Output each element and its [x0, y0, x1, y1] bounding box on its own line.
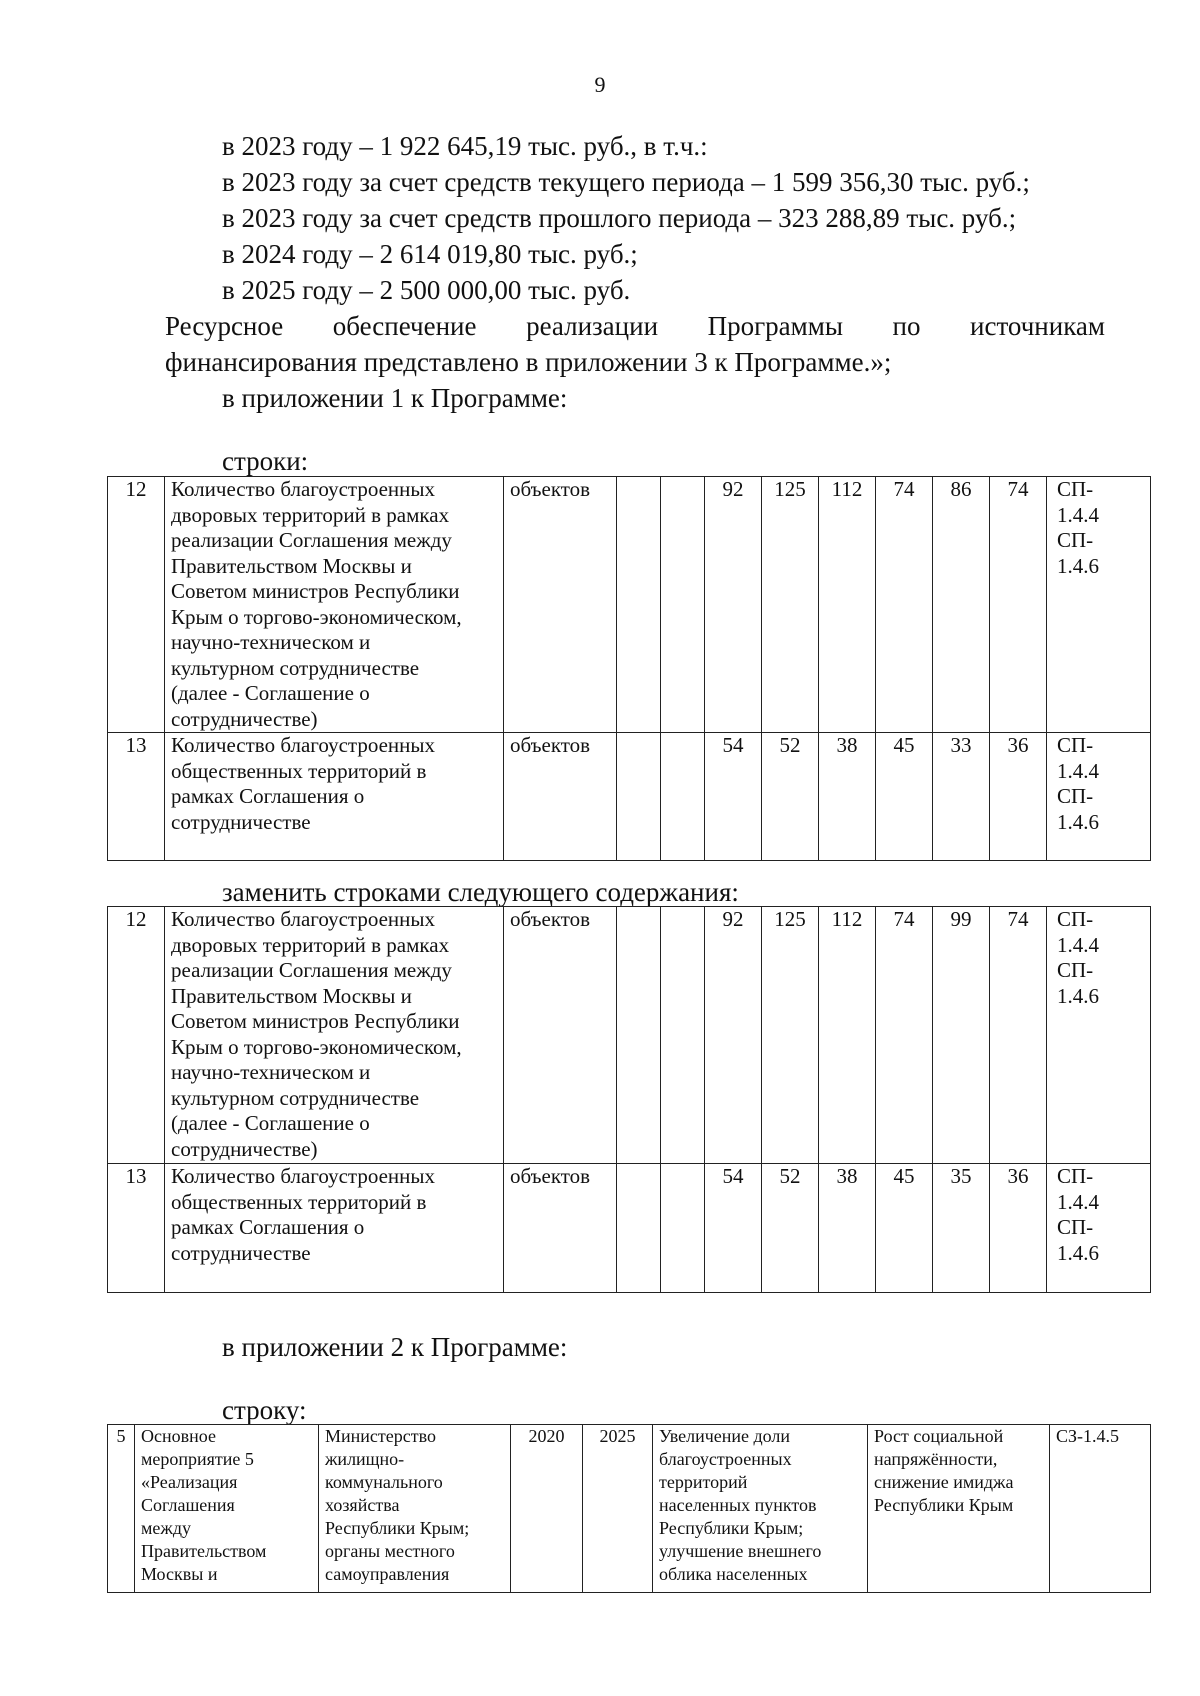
- value-cell: 112: [819, 477, 876, 733]
- table-row: [108, 907, 1151, 1164]
- unit-cell: объектов: [504, 733, 617, 861]
- resource-word: по: [892, 311, 921, 341]
- finance-line-3: в 2023 году за счет средств прошлого периода – 323 288,89 тыс. руб.;: [222, 203, 1017, 233]
- value-cell: 52: [762, 1164, 819, 1293]
- value-cell: 92: [705, 907, 762, 1164]
- unit-cell: объектов: [504, 477, 617, 733]
- code-cell: СП- 1.4.4 СП- 1.4.6: [1047, 733, 1151, 861]
- indicator-name: Количество благоустроенных дворовых территорий в рамках реализации Соглашения между Правительством Москвы и Советом министров Республики Крым о торгово-экономическом, научно-техническом и культурном сотрудничестве (далее - Соглашение о сотрудничестве): [165, 907, 504, 1164]
- table-row: [108, 1164, 1151, 1293]
- value-cell: [661, 907, 705, 1164]
- value-cell: 45: [876, 1164, 933, 1293]
- value-cell: 74: [876, 477, 933, 733]
- row-number: 12: [108, 907, 165, 1164]
- unit-cell: объектов: [504, 907, 617, 1164]
- row-number: 13: [108, 733, 165, 861]
- value-cell: 125: [762, 477, 819, 733]
- code-cell: СП- 1.4.4 СП- 1.4.6: [1047, 907, 1151, 1164]
- value-cell: [661, 1164, 705, 1293]
- value-cell: 74: [876, 907, 933, 1164]
- value-cell: [661, 733, 705, 861]
- row-number: 13: [108, 1164, 165, 1293]
- value-cell: 38: [819, 1164, 876, 1293]
- indicator-name: Количество благоустроенных общественных территорий в рамках Соглашения о сотрудничестве: [165, 733, 504, 861]
- resource-paragraph-line-2: финансирования представлено в приложении 3 к Программе.»;: [165, 347, 892, 377]
- indicator-name: Количество благоустроенных дворовых территорий в рамках реализации Соглашения между Правительством Москвы и Советом министров Республики Крым о торгово-экономическом, научно-техническом и культурном сотрудничестве (далее - Соглашение о сотрудничестве): [165, 477, 504, 733]
- result-cell: Увеличение доли благоустроенных территорий населенных пунктов Республики Крым; улучшение внешнего облика населенных: [653, 1425, 868, 1593]
- appendix1-label: в приложении 1 к Программе:: [222, 383, 568, 413]
- measure-name: Основное мероприятие 5 «Реализация Соглашения между Правительством Москвы и: [135, 1425, 319, 1593]
- start-year: 2020: [511, 1425, 583, 1593]
- row-number: 5: [108, 1425, 135, 1593]
- value-cell: [617, 733, 661, 861]
- value-cell: 74: [990, 907, 1047, 1164]
- row-number: 12: [108, 477, 165, 733]
- page-number: 9: [594, 72, 606, 97]
- row-label: строку:: [222, 1395, 307, 1425]
- unit-cell: объектов: [504, 1164, 617, 1293]
- replace-label: заменить строками следующего содержания:: [222, 877, 739, 907]
- value-cell: 36: [990, 733, 1047, 861]
- resource-word: Программы: [707, 311, 843, 341]
- rows-label: строки:: [222, 446, 309, 476]
- consequence-cell: Рост социальной напряжённости, снижение имиджа Республики Крым: [868, 1425, 1050, 1593]
- value-cell: 35: [933, 1164, 990, 1293]
- finance-line-2: в 2023 году за счет средств текущего периода – 1 599 356,30 тыс. руб.;: [222, 167, 1030, 197]
- value-cell: 99: [933, 907, 990, 1164]
- value-cell: 38: [819, 733, 876, 861]
- value-cell: 86: [933, 477, 990, 733]
- value-cell: 125: [762, 907, 819, 1164]
- finance-line-1: в 2023 году – 1 922 645,19 тыс. руб., в т.ч.:: [222, 131, 708, 161]
- resource-word: источникам: [970, 311, 1105, 341]
- table-row: [108, 1425, 1151, 1593]
- value-cell: 112: [819, 907, 876, 1164]
- table-row: [108, 733, 1151, 861]
- table-old-rows: [107, 476, 1151, 861]
- resource-word: обеспечение: [332, 311, 477, 341]
- value-cell: 45: [876, 733, 933, 861]
- resource-word: Ресурсное: [165, 311, 284, 341]
- value-cell: [617, 907, 661, 1164]
- table-row: [108, 477, 1151, 733]
- resource-paragraph-line-1: [165, 311, 1105, 341]
- resource-word: реализации: [526, 311, 659, 341]
- finance-line-5: в 2025 году – 2 500 000,00 тыс. руб.: [222, 275, 631, 305]
- value-cell: 74: [990, 477, 1047, 733]
- end-year: 2025: [583, 1425, 653, 1593]
- value-cell: [617, 477, 661, 733]
- table-appendix2: [107, 1424, 1151, 1593]
- code-cell: СП- 1.4.4 СП- 1.4.6: [1047, 477, 1151, 733]
- value-cell: 33: [933, 733, 990, 861]
- code-cell: СП- 1.4.4 СП- 1.4.6: [1047, 1164, 1151, 1293]
- value-cell: 52: [762, 733, 819, 861]
- finance-line-4: в 2024 году – 2 614 019,80 тыс. руб.;: [222, 239, 638, 269]
- appendix2-label: в приложении 2 к Программе:: [222, 1332, 568, 1362]
- value-cell: 36: [990, 1164, 1047, 1293]
- value-cell: [617, 1164, 661, 1293]
- executor-cell: Министерство жилищно- коммунального хозяйства Республики Крым; органы местного самоуправления: [319, 1425, 511, 1593]
- indicator-name: Количество благоустроенных общественных территорий в рамках Соглашения о сотрудничестве: [165, 1164, 504, 1293]
- value-cell: 92: [705, 477, 762, 733]
- value-cell: 54: [705, 733, 762, 861]
- value-cell: [661, 477, 705, 733]
- table-new-rows: [107, 906, 1151, 1293]
- value-cell: 54: [705, 1164, 762, 1293]
- code-cell: СЗ-1.4.5: [1050, 1425, 1151, 1593]
